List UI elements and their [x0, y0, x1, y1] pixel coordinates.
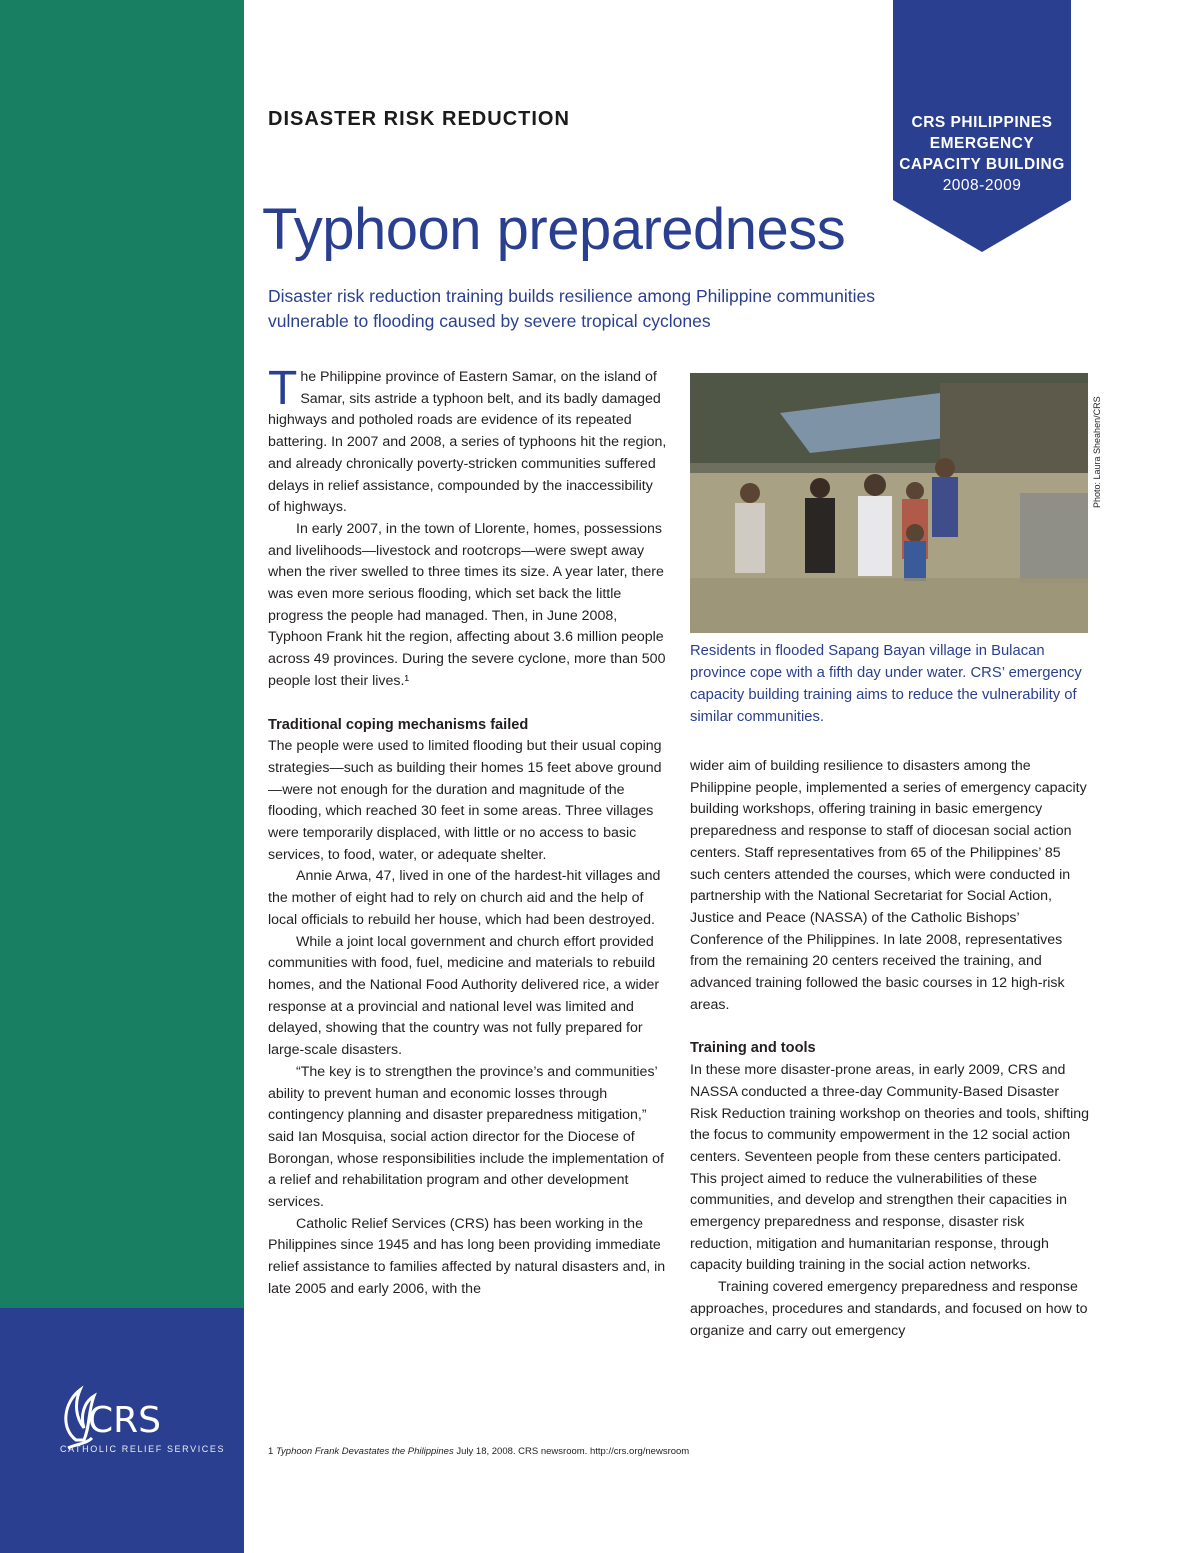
ribbon-line-2: EMERGENCY [929, 135, 1035, 152]
footnote-source-title: Typhoon Frank Devastates the Philippines [275, 1446, 454, 1457]
paragraph: wider aim of building resilience to disasters among the Philippine people, implemented a series of emergency capacity building workshops, offering training in basic emergency preparedness and response to staff of diocesan social action centers. Staff representatives from 65 of the Philippines’ 85 such centers attended the courses, which were conducted in partnership with the National Secretariat for Social Action, Justice and Peace (NASSA) of the Catholic Bishops’ Conference of the Philippines. In late 2008, representatives from the remaining 20 centers received the training, and advanced training followed the basic courses in 12 high-risk areas. [690, 758, 1087, 1013]
paragraph: In these more disaster-prone areas, in early 2009, CRS and NASSA conducted a three-day Community-Based Disaster Risk Reduction training workshop on theories and tools, shifting the focus to community empowerment in the 12 social action centers. Seventeen people from these centers participated. This project aimed to reduce the vulnerabilities of these communities, and develop and strengthen their capacities in emergency preparedness and response, disaster risk reduction, mitigation and humanitarian response, through capacity building training in the social action networks. [690, 1062, 1090, 1274]
section-heading-training: Training and tools [690, 1040, 816, 1057]
photo-credit: Photo: Laura Sheahen/CRS [1092, 396, 1102, 508]
program-ribbon [893, 0, 1071, 252]
flood-photo-illustration [690, 373, 1088, 633]
paragraph: While a joint local government and church effort provided communities with food, fuel, medicine and materials to rebuild homes, and the National Food Authority delivered rice, a wider response at a provincial and national level was limited and delayed, showing that the country was not fully prepared for large-scale disasters. [268, 933, 660, 1059]
subtitle: Disaster risk reduction training builds resilience among Philippine communities vulnerable to flooding caused by severe tropical cyclones [268, 286, 875, 331]
photo-caption: Residents in flooded Sapang Bayan village in Bulacan province cope with a fifth day under water. CRS’ emergency capacity building training aims to reduce the vulnerability of similar communities. [690, 643, 1082, 725]
article-column-1 [268, 362, 668, 1301]
section-heading-coping: Traditional coping mechanisms failed [268, 716, 529, 733]
drop-cap: T [268, 362, 298, 415]
section-label: DISASTER RISK REDUCTION [268, 108, 570, 130]
paragraph: In early 2007, in the town of Llorente, homes, possessions and livelihoods—livestock and rootcrops—were swept away when the river swelled to three times its size. A year later, there was even more serious flooding, which set back the little progress the people had managed. Then, in June 2008, Typhoon Frank hit the region, affecting about 3.6 million people across 49 provinces. During the severe cyclone, more than 500 people lost their lives.¹ [268, 520, 666, 689]
page-title: Typhoon preparedness [262, 197, 846, 262]
paragraph: The people were used to limited flooding but their usual coping strategies—such as building their homes 15 feet above ground—were not enough for the duration and magnitude of the flooding, which reached 30 feet in some areas. Three villages were temporarily displaced, with little or no access to basic services, to food, water, or adequate shelter. [268, 738, 662, 863]
paragraph: Catholic Relief Services (CRS) has been working in the Philippines since 1945 and has long been providing immediate relief assistance to families affected by natural disasters and, in late 2005 and early 2006, with the [268, 1215, 666, 1297]
ribbon-text [893, 112, 1071, 196]
paragraph: Training covered emergency preparedness and response approaches, procedures and standards, and focused on how to organize and carry out emergency [690, 1279, 1088, 1339]
paragraph-intro [268, 362, 668, 519]
footnote-rest: July 18, 2008. CRS newsroom. http://crs.org/newsroom [456, 1446, 690, 1457]
ribbon-line-3: CAPACITY BUILDING [899, 156, 1065, 173]
footnote [268, 1446, 689, 1457]
left-green-band [0, 0, 244, 1308]
crs-logo [50, 1368, 226, 1463]
paragraph: “The key is to strengthen the province’s and communities’ ability to prevent human and economic losses through contingency planning and disaster preparedness mitigation,” said Ian Mosquisa, social action director for the Diocese of Borongan, whose responsibilities include the implementation of a relief and rehabilitation program and other development services. [268, 1063, 664, 1211]
crs-wordmark: CRS [88, 1400, 162, 1441]
flood-photo [690, 373, 1088, 633]
crs-tagline: CATHOLIC RELIEF SERVICES [60, 1444, 226, 1454]
footnote-number: 1 [268, 1446, 274, 1457]
ribbon-years: 2008-2009 [942, 177, 1022, 194]
paragraph: Annie Arwa, 47, lived in one of the hardest-hit villages and the mother of eight had to rely on church aid and the help of local officials to rebuild her house, which had been destroyed. [268, 868, 661, 928]
article-column-2 [690, 756, 1090, 1342]
paragraph-intro-text: he Philippine province of Eastern Samar, on the island of Samar, sits astride a typhoon belt, and its badly damaged highways and potholed roads are evidence of its repeated battering. In 2007 and 2008, a series of typhoons hit the region, and already chronically poverty-stricken communities suffered delays in relief assistance, compounded by the inaccessibility of highways. [268, 369, 667, 516]
ribbon-line-1: CRS PHILIPPINES [911, 114, 1053, 131]
